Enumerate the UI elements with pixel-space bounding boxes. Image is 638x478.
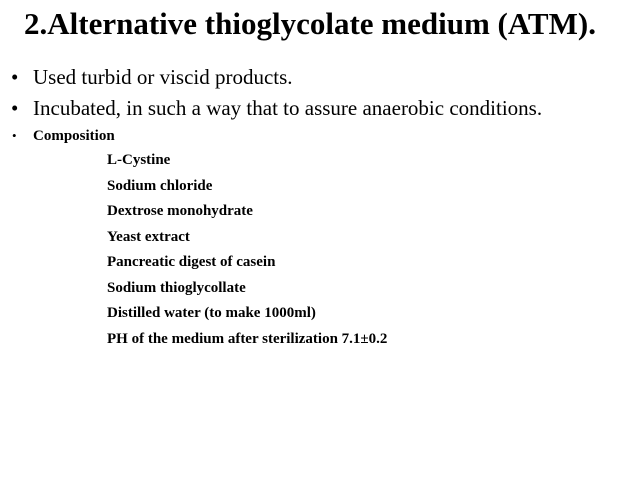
bullet-list <box>0 64 620 354</box>
bullet-item <box>0 64 620 90</box>
composition-item: Yeast extract <box>107 228 190 245</box>
composition-item: Pancreatic digest of casein <box>107 254 276 270</box>
bullet-dot-icon: • <box>12 128 17 143</box>
composition-item: PH of the medium after sterilization 7.1±0.2 <box>107 330 388 347</box>
composition-item: Sodium thioglycollate <box>107 279 246 296</box>
composition-item: Distilled water (to make 1000ml) <box>107 305 316 321</box>
bullet-dot-icon: • <box>11 96 19 120</box>
bullet-text: Used turbid or viscid products. <box>33 65 293 89</box>
composition-heading: Composition <box>33 128 115 144</box>
bullet-item <box>0 95 620 121</box>
slide-title: 2.Alternative thioglycolate medium (ATM). <box>24 6 596 41</box>
composition-list <box>33 150 620 349</box>
bullet-dot-icon: • <box>11 65 19 89</box>
composition-bullet <box>0 126 620 349</box>
composition-item: Sodium chloride <box>107 177 213 194</box>
composition-item: L-Cystine <box>107 152 171 168</box>
composition-item: Dextrose monohydrate <box>107 203 253 219</box>
bullet-text: Incubated, in such a way that to assure anaerobic conditions. <box>33 96 543 120</box>
